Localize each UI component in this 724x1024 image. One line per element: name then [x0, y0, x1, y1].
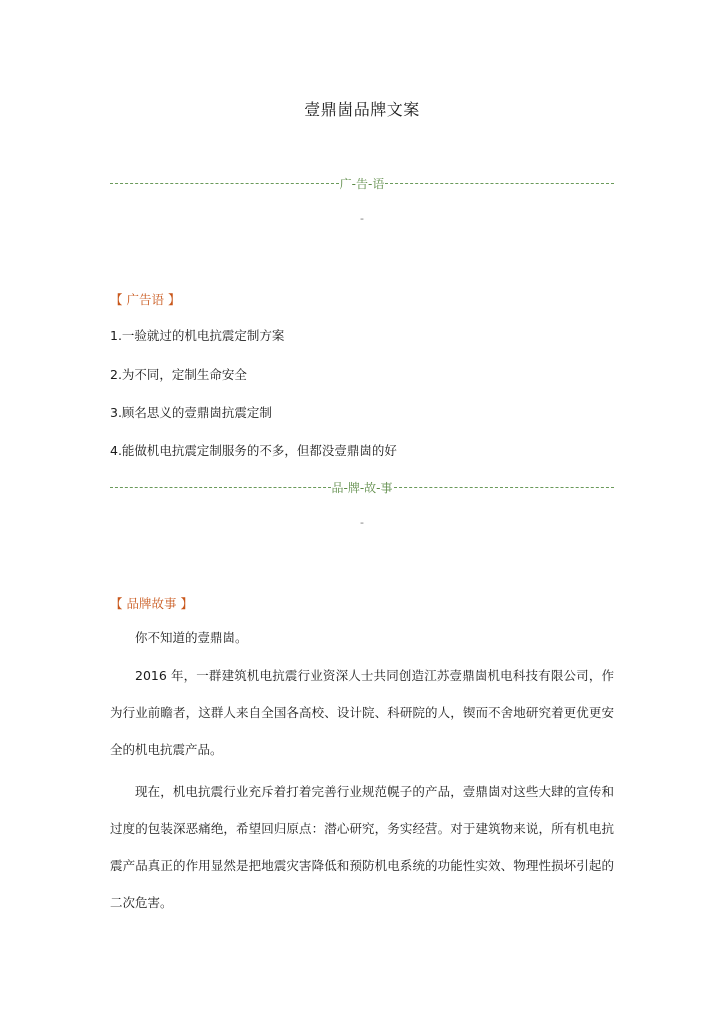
- divider-line-left: [110, 183, 339, 184]
- slogan-divider: [110, 175, 614, 191]
- slogan-item: 3.顾名思义的壹鼎崮抗震定制: [110, 405, 272, 420]
- page-title: 壹鼎崮品牌文案: [304, 100, 420, 119]
- divider-line-left: [110, 487, 331, 488]
- slogan-item: 2.为不同，定制生命安全: [110, 367, 247, 382]
- story-paragraph: 2016 年，一群建筑机电抗震行业资深人士共同创造江苏壹鼎崮机电科技有限公司，作为行业前瞻者，这群人来自全国各高校、设计院、科研院的人，锲而不舍地研究着更优更安全的机电抗震产品。: [110, 668, 614, 757]
- slogan-divider-label: 广-告-语: [339, 176, 385, 191]
- story-paragraph: 你不知道的壹鼎崮。: [135, 630, 248, 645]
- story-paragraph: 现在，机电抗震行业充斥着打着完善行业规范幌子的产品，壹鼎崮对这些大肆的宣传和过度的包装深恶痛绝，希望回归原点：潜心研究，务实经营。对于建筑物来说，所有机电抗震产品真正的作用显然是把地震灾害降低和预防机电系统的功能性实效、物理性损坏引起的二次危害。: [110, 784, 614, 910]
- story-heading: 【 品牌故事 】: [110, 596, 193, 611]
- story-divider-label: 品-牌-故-事: [331, 480, 393, 495]
- divider-line-right: [394, 487, 615, 488]
- slogan-item: 1.一验就过的机电抗震定制方案: [110, 328, 285, 343]
- slogan-divider-tail: -: [360, 212, 364, 225]
- story-divider: [110, 479, 614, 495]
- story-divider-tail: -: [360, 516, 364, 529]
- slogan-item: 4.能做机电抗震定制服务的不多，但都没壹鼎崮的好: [110, 443, 397, 458]
- slogan-heading: 【 广告语 】: [110, 292, 181, 307]
- divider-line-right: [385, 183, 614, 184]
